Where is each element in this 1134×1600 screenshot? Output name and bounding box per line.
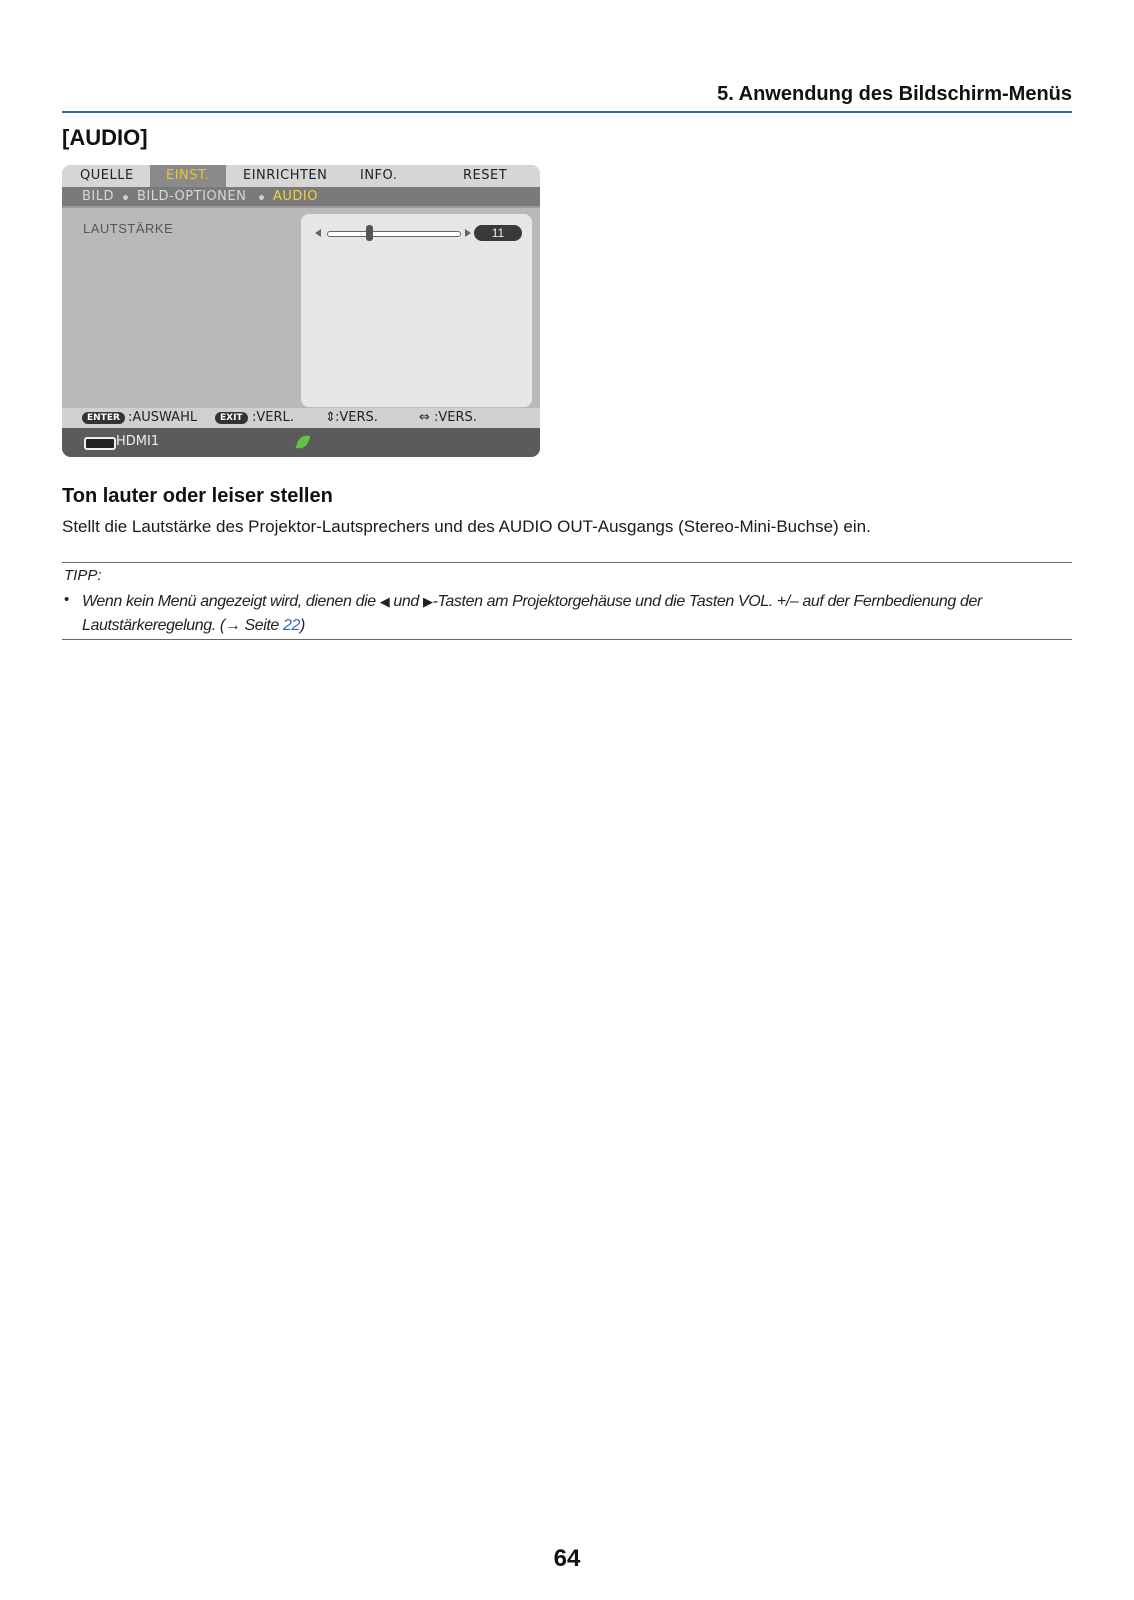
breadcrumb-separator — [259, 195, 264, 200]
eco-leaf-icon — [296, 433, 311, 451]
hdmi-icon — [84, 437, 116, 450]
breadcrumb-bild: BILD — [82, 189, 115, 204]
tip-text — [82, 590, 1072, 638]
chapter-title: 5. Anwendung des Bildschirm-Menüs — [717, 83, 1072, 105]
tip-text-part: Wenn kein Menü angezeigt wird, dienen die — [82, 593, 380, 610]
tip-top-rule — [62, 562, 1072, 563]
status-source: HDMI1 — [116, 434, 160, 449]
osd-status-bar — [62, 428, 540, 457]
footer-vers-updown: :VERS. — [335, 410, 378, 425]
tip-bullet: • — [64, 591, 70, 608]
osd-value-panel — [301, 214, 532, 407]
left-triangle-icon: ◀ — [379, 594, 390, 609]
right-triangle-icon: ▶ — [422, 594, 433, 609]
breadcrumb-bild-optionen: BILD-OPTIONEN — [137, 189, 247, 204]
description-text: Stellt die Lautstärke des Projektor-Lautsprechers und des AUDIO OUT-Ausgangs (Stereo-Mini-Buchse) ein. — [62, 517, 871, 536]
exit-key-icon: EXIT — [215, 412, 248, 424]
slider-left-arrow-icon — [315, 229, 321, 237]
volume-value-badge: 11 — [474, 225, 522, 241]
tip-label: TIPP: — [64, 567, 102, 584]
leftright-arrows-icon: ⇔ — [419, 410, 430, 425]
osd-menu-screenshot — [62, 165, 540, 457]
footer-vers-leftright: :VERS. — [434, 410, 477, 425]
tip-text-part: und — [389, 593, 423, 610]
osd-tab-info: INFO. — [360, 168, 398, 183]
osd-tab-bar — [62, 165, 540, 187]
osd-footer — [62, 408, 540, 428]
osd-tab-einrichten: EINRICHTEN — [243, 168, 328, 183]
subsection-title: Ton lauter oder leiser stellen — [62, 485, 333, 507]
osd-breadcrumb — [62, 187, 540, 206]
tip-bottom-rule — [62, 639, 1072, 640]
slider-right-arrow-icon — [465, 229, 471, 237]
page-reference-link[interactable]: 22 — [282, 617, 300, 634]
osd-tab-quelle: QUELLE — [80, 168, 134, 183]
volume-slider-handle — [366, 225, 373, 241]
footer-auswahl: :AUSWAHL — [128, 410, 198, 425]
chapter-header — [62, 83, 1072, 113]
osd-tab-einst: EINST. — [150, 165, 226, 187]
updown-arrows-icon: ⇕ — [325, 410, 336, 425]
enter-key-icon: ENTER — [82, 412, 125, 424]
tip-line-1 — [82, 590, 1072, 614]
section-title: [AUDIO] — [62, 125, 148, 150]
tip-line-2 — [82, 614, 1072, 638]
breadcrumb-audio: AUDIO — [273, 189, 318, 204]
page-number: 64 — [553, 1545, 581, 1572]
tip-text-part: -Tasten am Projektorgehäuse und die Tasten VOL. +/– auf der Fernbedienung der — [432, 593, 982, 610]
volume-slider-track — [327, 231, 461, 237]
footer-verl: :VERL. — [252, 410, 294, 425]
osd-tab-reset: RESET — [463, 168, 508, 183]
breadcrumb-separator — [123, 195, 128, 200]
tip-text-part: Lautstärkeregelung. (→ Seite — [82, 617, 283, 634]
setting-label: LAUTSTÄRKE — [83, 221, 174, 236]
tip-text-part: ) — [299, 617, 305, 634]
